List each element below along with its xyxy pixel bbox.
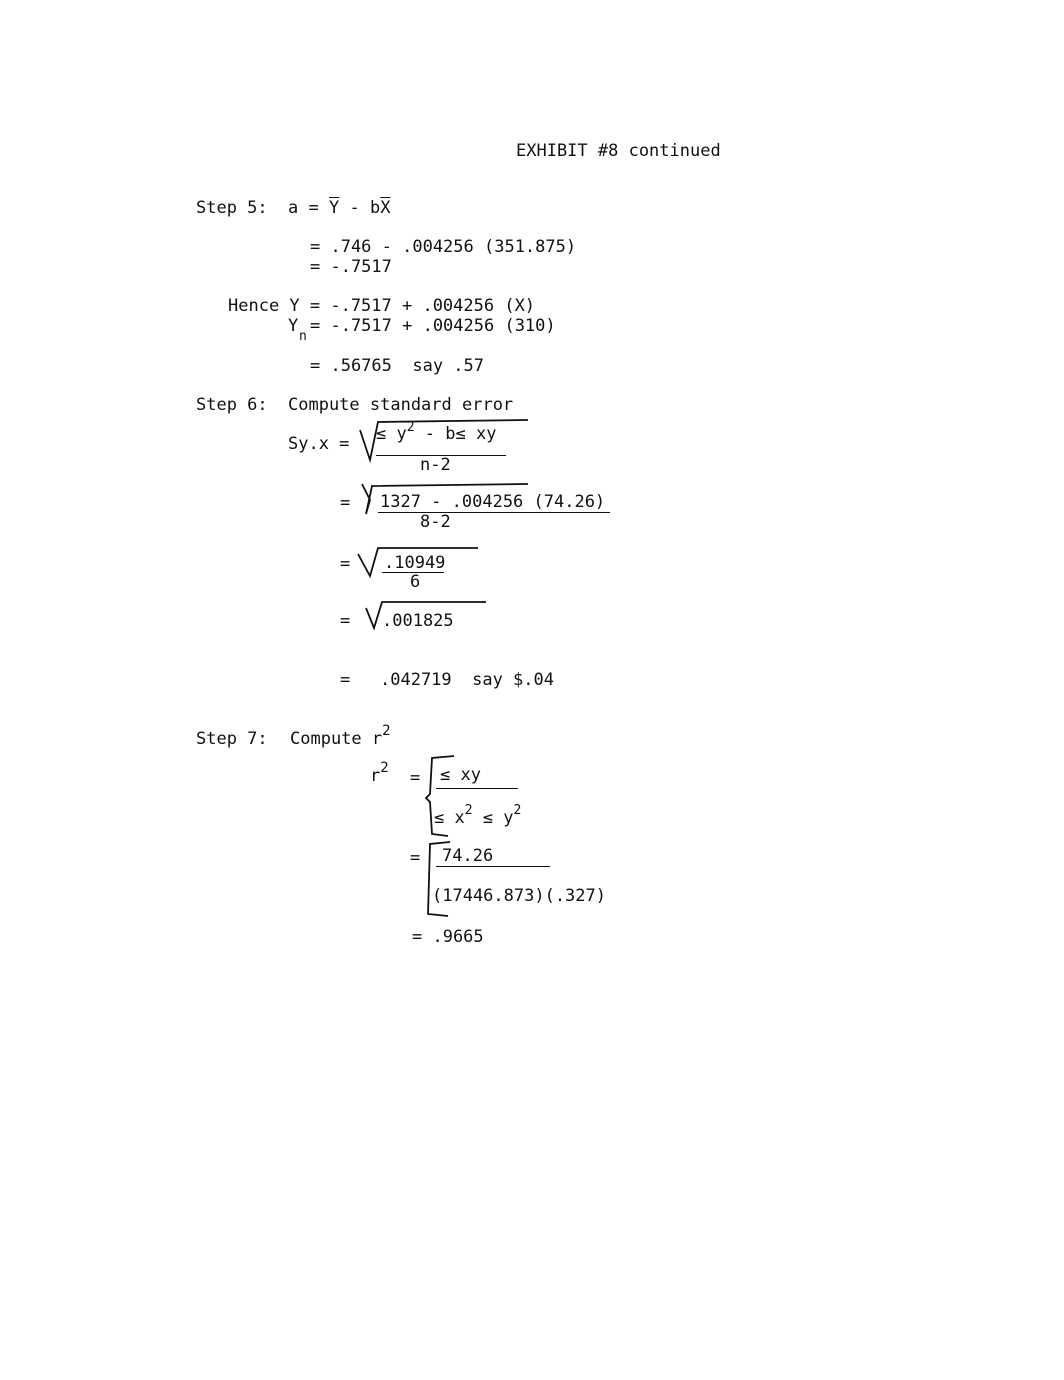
syx-num-sup: 2: [406, 420, 415, 435]
step7-den-2: (17446.873)(.327): [432, 886, 606, 906]
r-lhs: [370, 760, 389, 787]
step7-eq-2: =: [410, 848, 421, 868]
step6-eq-5: =: [340, 670, 351, 690]
step5-yn-subscript: n: [299, 329, 307, 344]
step5-formula: [288, 198, 390, 218]
step6-den-2: 8-2: [420, 512, 451, 532]
step7-eq-1: =: [410, 768, 421, 788]
step5-formula-ybar: $\overline{Y}$: [329, 198, 340, 218]
r-sup: 2: [380, 760, 389, 776]
step6-eq-2: =: [340, 493, 351, 513]
step5-yn-rest: = -.7517 + .004256 (310): [310, 316, 556, 336]
step5-line2: = -.7517: [310, 257, 392, 277]
step5-formula-minus: - b: [349, 198, 381, 218]
step6-title: Compute standard error: [288, 395, 514, 415]
syx-num-rest: - b≤ xy: [414, 424, 497, 444]
step5-result: = .56765 say .57: [310, 356, 484, 376]
step6-num-3: .10949: [384, 553, 446, 573]
step5-hence-line: Hence Y = -.7517 + .004256 (X): [228, 296, 536, 316]
step5-formula-xbar: $\overline{X}$: [380, 198, 391, 218]
r-symbol: r: [370, 766, 381, 786]
step7-fraction-bar-2: [436, 866, 550, 867]
step5-label: Step 5:: [196, 198, 268, 218]
step5-formula-lhs: a: [288, 198, 299, 218]
den1-sup-1: 2: [464, 803, 473, 818]
step7-num-2: 74.26: [442, 846, 494, 866]
syx-denominator: n-2: [420, 455, 451, 475]
step7-title: [290, 723, 391, 750]
step5-yn-Y: Y: [288, 316, 299, 336]
step6-eq-4: =: [340, 611, 351, 631]
syx-num-sum-y: ≤ y: [376, 424, 407, 444]
step6-result: .042719 say $.04: [380, 670, 554, 690]
syx-numerator: [376, 420, 497, 446]
step5-line1: = .746 - .004256 (351.875): [310, 237, 577, 257]
exhibit-title: EXHIBIT #8 continued: [516, 141, 721, 161]
step6-value-4: .001825: [382, 611, 454, 631]
step7-den-1: [434, 803, 522, 830]
den1-sum-x: ≤ x: [434, 808, 465, 828]
step7-label: Step 7:: [196, 729, 268, 749]
step6-den-3: 6: [410, 572, 421, 592]
step7-fraction-bar-1: [436, 788, 518, 789]
step5-formula-eq: =: [308, 198, 319, 218]
step7-title-sup: 2: [382, 723, 391, 739]
step7-title-text: Compute r: [290, 729, 383, 749]
den1-sup-2: 2: [513, 803, 522, 818]
step7-num-1: ≤ xy: [440, 765, 481, 785]
step6-fraction-bar-2: [378, 512, 610, 513]
step6-num-2: 1327 - .004256 (74.26): [380, 492, 606, 512]
step6-label: Step 6:: [196, 395, 268, 415]
den1-sum-y: ≤ y: [472, 808, 514, 828]
step6-eq-3: =: [340, 554, 351, 574]
step7-result: = .9665: [412, 927, 484, 947]
syx-lhs: Sy.x =: [288, 434, 350, 454]
